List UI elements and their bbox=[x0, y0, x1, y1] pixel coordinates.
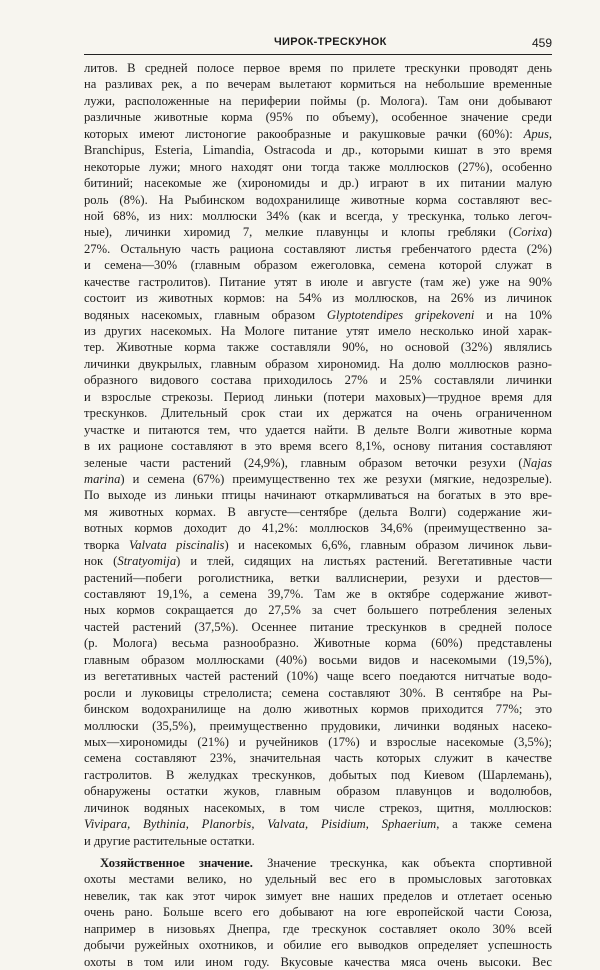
text-line: лужи, расположенные на периферии поймы (р. Молога). Там они добывают bbox=[84, 93, 552, 108]
text-line: литов. В средней полосе первое время по прилете трескунки проводят день bbox=[84, 61, 552, 75]
text-line: например в низовьях Днепра, где трескунок составляет около 30% всей bbox=[84, 921, 552, 936]
text-line: состоит из животных кормов: на 54% из моллюсков, на 26% из личинок bbox=[84, 291, 552, 306]
text-line: очень рано. Больше всего его добывают на юге европейской части Союза, bbox=[84, 905, 552, 920]
text-line: в их рационе составляют в это время всего 8,1%, основу питания составляют bbox=[84, 439, 552, 454]
text-line: зеленые части растений (24,9%), главным образом веточки резухи (Najas bbox=[84, 455, 552, 470]
text-line: из других насекомых. На Мологе питание утят имело несколько иной харак- bbox=[84, 324, 552, 338]
text-line: личинок водяных насекомых, в том числе стрекоз, щитня, моллюсков: bbox=[84, 800, 552, 815]
running-head-title: ЧИРОК-ТРЕСКУНОК bbox=[274, 36, 387, 48]
text-line: водяных насекомых, главным образом Glyptotendipes gripekoveni и на 10% bbox=[84, 307, 552, 322]
text-line: гастролитов. В желудках трескунков, добытых под Киевом (Шарлемань), bbox=[84, 767, 552, 782]
page-number: 459 bbox=[531, 36, 552, 50]
text-line: качестве гастролитов). Питание утят в июле и августе (там же) уже на 90% bbox=[84, 274, 552, 289]
text-line: растений—побеги роголистника, ветки валлиснерии, резухи и рдестов— bbox=[84, 570, 552, 585]
text-line: и семена—30% (главным образом ежеголовка, семена которой служат в bbox=[84, 258, 552, 273]
text-line: частей растений (37,5%). Осеннее питание трескунков в средней полосе bbox=[84, 619, 552, 634]
text-line: битиний; насекомые же (хирономиды и др.) играют в их питании малую bbox=[84, 176, 552, 191]
text-line: тер. Животные корма также составляли 90%, но основой (32%) являлись bbox=[84, 340, 552, 355]
text-line: которых имеют листоногие ракообразные и ракушковые рачки (60%): Apus, bbox=[84, 126, 552, 141]
text-line: ных кормов сокращается до 27,5% за счет большего потребления зеленых bbox=[84, 603, 552, 618]
text-line: личинки двукрылых, главным образом хирономид. На долю моллюсков разно- bbox=[84, 356, 552, 371]
text-line: и другие растительные остатки. bbox=[84, 833, 255, 848]
text-line: различные животные корма (95% по объему), особенное значение среди bbox=[84, 110, 552, 125]
text-line: некоторые лужи; много находят они тогда также моллюсков (27%), особенно bbox=[84, 159, 552, 174]
text-line: охоты местами велико, но удельный вес его в промысловых заготовках bbox=[84, 872, 552, 887]
text-line: образного видового состава приходилось 27% и 25% составляли личинки bbox=[84, 373, 552, 388]
text-line: ной 68%, из них: моллюски 34% (как и всегда, у трескунка, только легоч- bbox=[84, 208, 552, 223]
text-line: бинском водохранилище на долю животных кормов приходится 77%; это bbox=[84, 702, 552, 717]
text-line: семена составляют 23%, значительная часть которых служит в качестве bbox=[84, 751, 552, 766]
text-line: Vivipara, Bythinia, Planorbis, Valvata, Pisidium, Sphaerium, а также семена bbox=[84, 817, 552, 832]
text-line: охоты в том или ином году. Вкусовые качества мяса очень высоки. Вес bbox=[84, 954, 552, 969]
text-line: трескунков. Длительный срок стаи их держатся на очень ограниченном bbox=[84, 406, 552, 421]
text-line: мых—хирономиды (21%) и ручейников (17%) и взрослые насекомые (3,5%); bbox=[84, 734, 552, 749]
text-line: из вегетативных частей растений (10%) чаще всего поедаются нитчатые водо- bbox=[84, 669, 552, 684]
text-line: ные), личинки хиромид 7, мелкие плавунцы и клопы гребляки (Corixa) bbox=[84, 225, 552, 240]
text-line: составляют 19,1%, а семена 39,7%. Там же в октябре содержание живот- bbox=[84, 587, 552, 601]
text-line: добычи ружейных охотников, и обилие его выводков определяет успешность bbox=[84, 938, 552, 953]
text-line: (р. Молога) весьма разнообразно. Животные корма (60%) представлены bbox=[84, 636, 552, 651]
section-heading: Хозяйственное значение. bbox=[100, 856, 253, 870]
text-line: обнаружены остатки жуков, главным образом плавунцов и водолюбов, bbox=[84, 784, 552, 799]
text-line: творка Valvata piscinalis) и насекомых 6,6%, главным образом личинок льви- bbox=[84, 537, 553, 552]
text-line: вотных кормов доходит до 41,2%: моллюсков 34,6% (преимущественно за- bbox=[84, 521, 552, 536]
text-line: главным образом моллюсками (40%) восьми видов и насекомыми (19,5%), bbox=[84, 652, 552, 667]
text-line: роль (8%). На Рыбинском водохранилище животные корма составляют вес- bbox=[84, 192, 552, 207]
text-line: Branchipus, Esteria, Limandia, Ostracoda и др., которыми кишат в это время bbox=[84, 143, 552, 158]
text-line: marina) и семена (67%) преимущественно тех же резухи (мягкие, недозрелые). bbox=[84, 471, 552, 486]
text-line: невелик, так как этот чирок зимует вне наших пределов и отлетает осенью bbox=[84, 888, 552, 903]
text-line: 27%. Остальную часть рациона составляют листья гребенчатого рдеста (2%) bbox=[84, 241, 552, 256]
section-heading-line: Хозяйственное значение. Значение трескунка, как объекта спортивной bbox=[100, 856, 552, 870]
text-line: участке и питаются тем, что удается найти. В дельте Волги животные корма bbox=[84, 422, 552, 437]
body-text bbox=[84, 60, 552, 970]
text-line: моллюски (35,5%), преимущественно прудовики, личинки водяных насеко- bbox=[84, 718, 552, 733]
text-line: По выходе из линьки птицы начинают откармливаться на богатых в это вре- bbox=[84, 488, 552, 503]
text-line: нок (Stratyomija) и тлей, сидящих на листьях растений. Вегетативные части bbox=[84, 554, 553, 569]
text-line: на разливах рек, а по вечерам вылетают кормиться на небольшие временные bbox=[84, 77, 552, 92]
text-line: мя животных кормах. В августе—сентябре (дельта Волги) содержание жи- bbox=[84, 504, 552, 519]
running-header bbox=[84, 36, 552, 54]
text-line: и взрослые стрекозы. Период линьки (потери маховых)—трудное время для bbox=[84, 389, 552, 404]
text-line: росли и луковицы стрелолиста; семена составляют 30%. В сентябре на Ры- bbox=[84, 685, 552, 700]
header-rule bbox=[84, 54, 552, 55]
